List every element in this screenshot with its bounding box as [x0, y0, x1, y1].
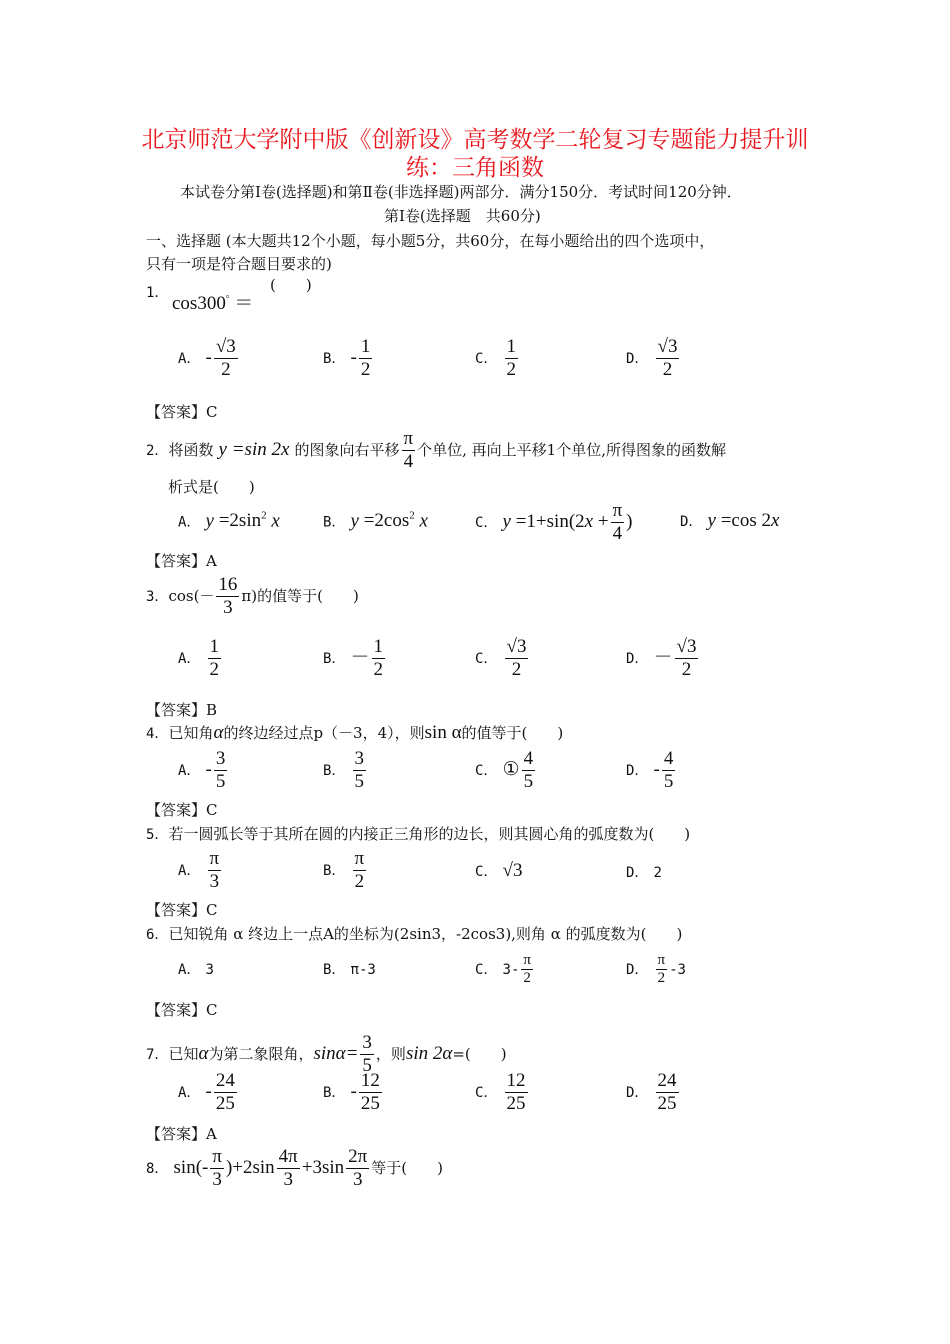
option-a: A． - $\frac{24}{25}$ [178, 1070, 235, 1114]
option-b: B． π-3 [323, 962, 376, 978]
question-6: 6．已知锐角 α 终边上一点A的坐标为(2sin3，-2cos3),则角 α 的弧度数为( ) [146, 925, 683, 943]
option-b: B． $\frac{3}{5}$ [323, 748, 365, 792]
option-a: A． $y =2\sin^2$ x [178, 510, 280, 532]
option-d: D． $\frac{\pi}{2}$ -3 [626, 952, 686, 986]
option-a: A． - $\frac{√3}{2}$ [178, 336, 236, 380]
page-title-line1: 北京师范大学附中版《创新设》高考数学二轮复习专题能力提升训 [141, 127, 809, 153]
option-a: A． - $\frac{3}{5}$ [178, 748, 226, 792]
answer-line: 【答案】C [146, 801, 218, 819]
question-8: 8． sin(- $\frac{\pi}{3}$ )+2sin $\frac{4\pi}{3}$ +3sin $\frac{2\pi}{3}$ 等于( ) [146, 1146, 443, 1190]
option-c: C． y =1+sin(2x + $\frac{\pi}{4}$ ) [475, 500, 633, 544]
option-c: C． $\frac{√3}{2}$ [475, 636, 527, 680]
option-b: B． - $\frac{12}{25}$ [323, 1070, 380, 1114]
option-d: D． 2 [626, 865, 662, 881]
option-c: C． $\frac{1}{2}$ [475, 336, 517, 380]
option-c: C． ① $\frac{4}{5}$ [475, 748, 534, 792]
answer-line: 【答案】C [146, 901, 218, 919]
option-c: C． $\frac{12}{25}$ [475, 1070, 526, 1114]
answer-line: 【答案】B [146, 701, 218, 719]
option-d: D． － $\frac{√3}{2}$ [626, 636, 697, 680]
option-c: C． 3- $\frac{\pi}{2}$ [475, 952, 531, 986]
option-b: B． $\frac{\pi}{2}$ [323, 848, 365, 892]
question-3: 3．cos(－ $\frac{16}{3}$ π)的值等于( ) [146, 574, 359, 618]
option-b: B． - $\frac{1}{2}$ [323, 336, 371, 380]
question-blank: ( ) [270, 276, 312, 294]
section1-instructions-line1: 一、选择题 (本大题共12个小题，每小题5分，共60分，在每小题给出的四个选项中， [146, 232, 715, 250]
answer-line: 【答案】C [146, 1001, 218, 1019]
question-2-line2: 析式是( ) [168, 478, 255, 496]
section1-instructions-line2: 只有一项是符合题目要求的) [146, 255, 332, 273]
question-4: 4．已知角α的终边经过点p（－3，4），则sin α的值等于( ) [146, 722, 564, 743]
answer-line: 【答案】C [146, 403, 218, 421]
intro-text: 本试卷分第Ⅰ卷(选择题)和第Ⅱ卷(非选择题)两部分．满分150分．考试时间120分钟． [180, 183, 742, 201]
option-d: D． $\frac{24}{25}$ [626, 1070, 677, 1114]
answer-line: 【答案】A [146, 552, 217, 570]
answer-line: 【答案】A [146, 1125, 217, 1143]
option-d: D． y =cos 2x [680, 510, 780, 531]
question-5: 5．若一圆弧长等于其所在圆的内接正三角形的边长，则其圆心角的弧度数为( ) [146, 825, 691, 843]
option-a: A． $\frac{\pi}{3}$ [178, 848, 220, 892]
option-a: A． 3 [178, 962, 214, 978]
option-d: D． $\frac{√3}{2}$ [626, 336, 678, 380]
option-d: D． - $\frac{4}{5}$ [626, 748, 674, 792]
question-number: 1． [146, 285, 169, 301]
question-2: 2．将函数 y =sin 2x 的图象向右平移 $\frac{\pi}{4}$ 个单位, 再向上平移1个单位,所得图象的函数解 [146, 428, 726, 472]
option-b: B． $y =2\cos^2$ x [323, 510, 428, 532]
question-7: 7．已知α为第二象限角，sinα= $\frac{3}{5}$ ，则sin 2α=( ) [146, 1032, 507, 1076]
option-a: A． $\frac{1}{2}$ [178, 636, 220, 680]
question-expression: cos300° ＝ [172, 293, 254, 314]
page-title-line2: 练：三角函数 [406, 155, 544, 181]
option-b: B． － $\frac{1}{2}$ [323, 636, 384, 680]
option-c: C． √3 [475, 860, 523, 881]
part1-heading: 第Ⅰ卷(选择题 共60分) [384, 207, 541, 225]
